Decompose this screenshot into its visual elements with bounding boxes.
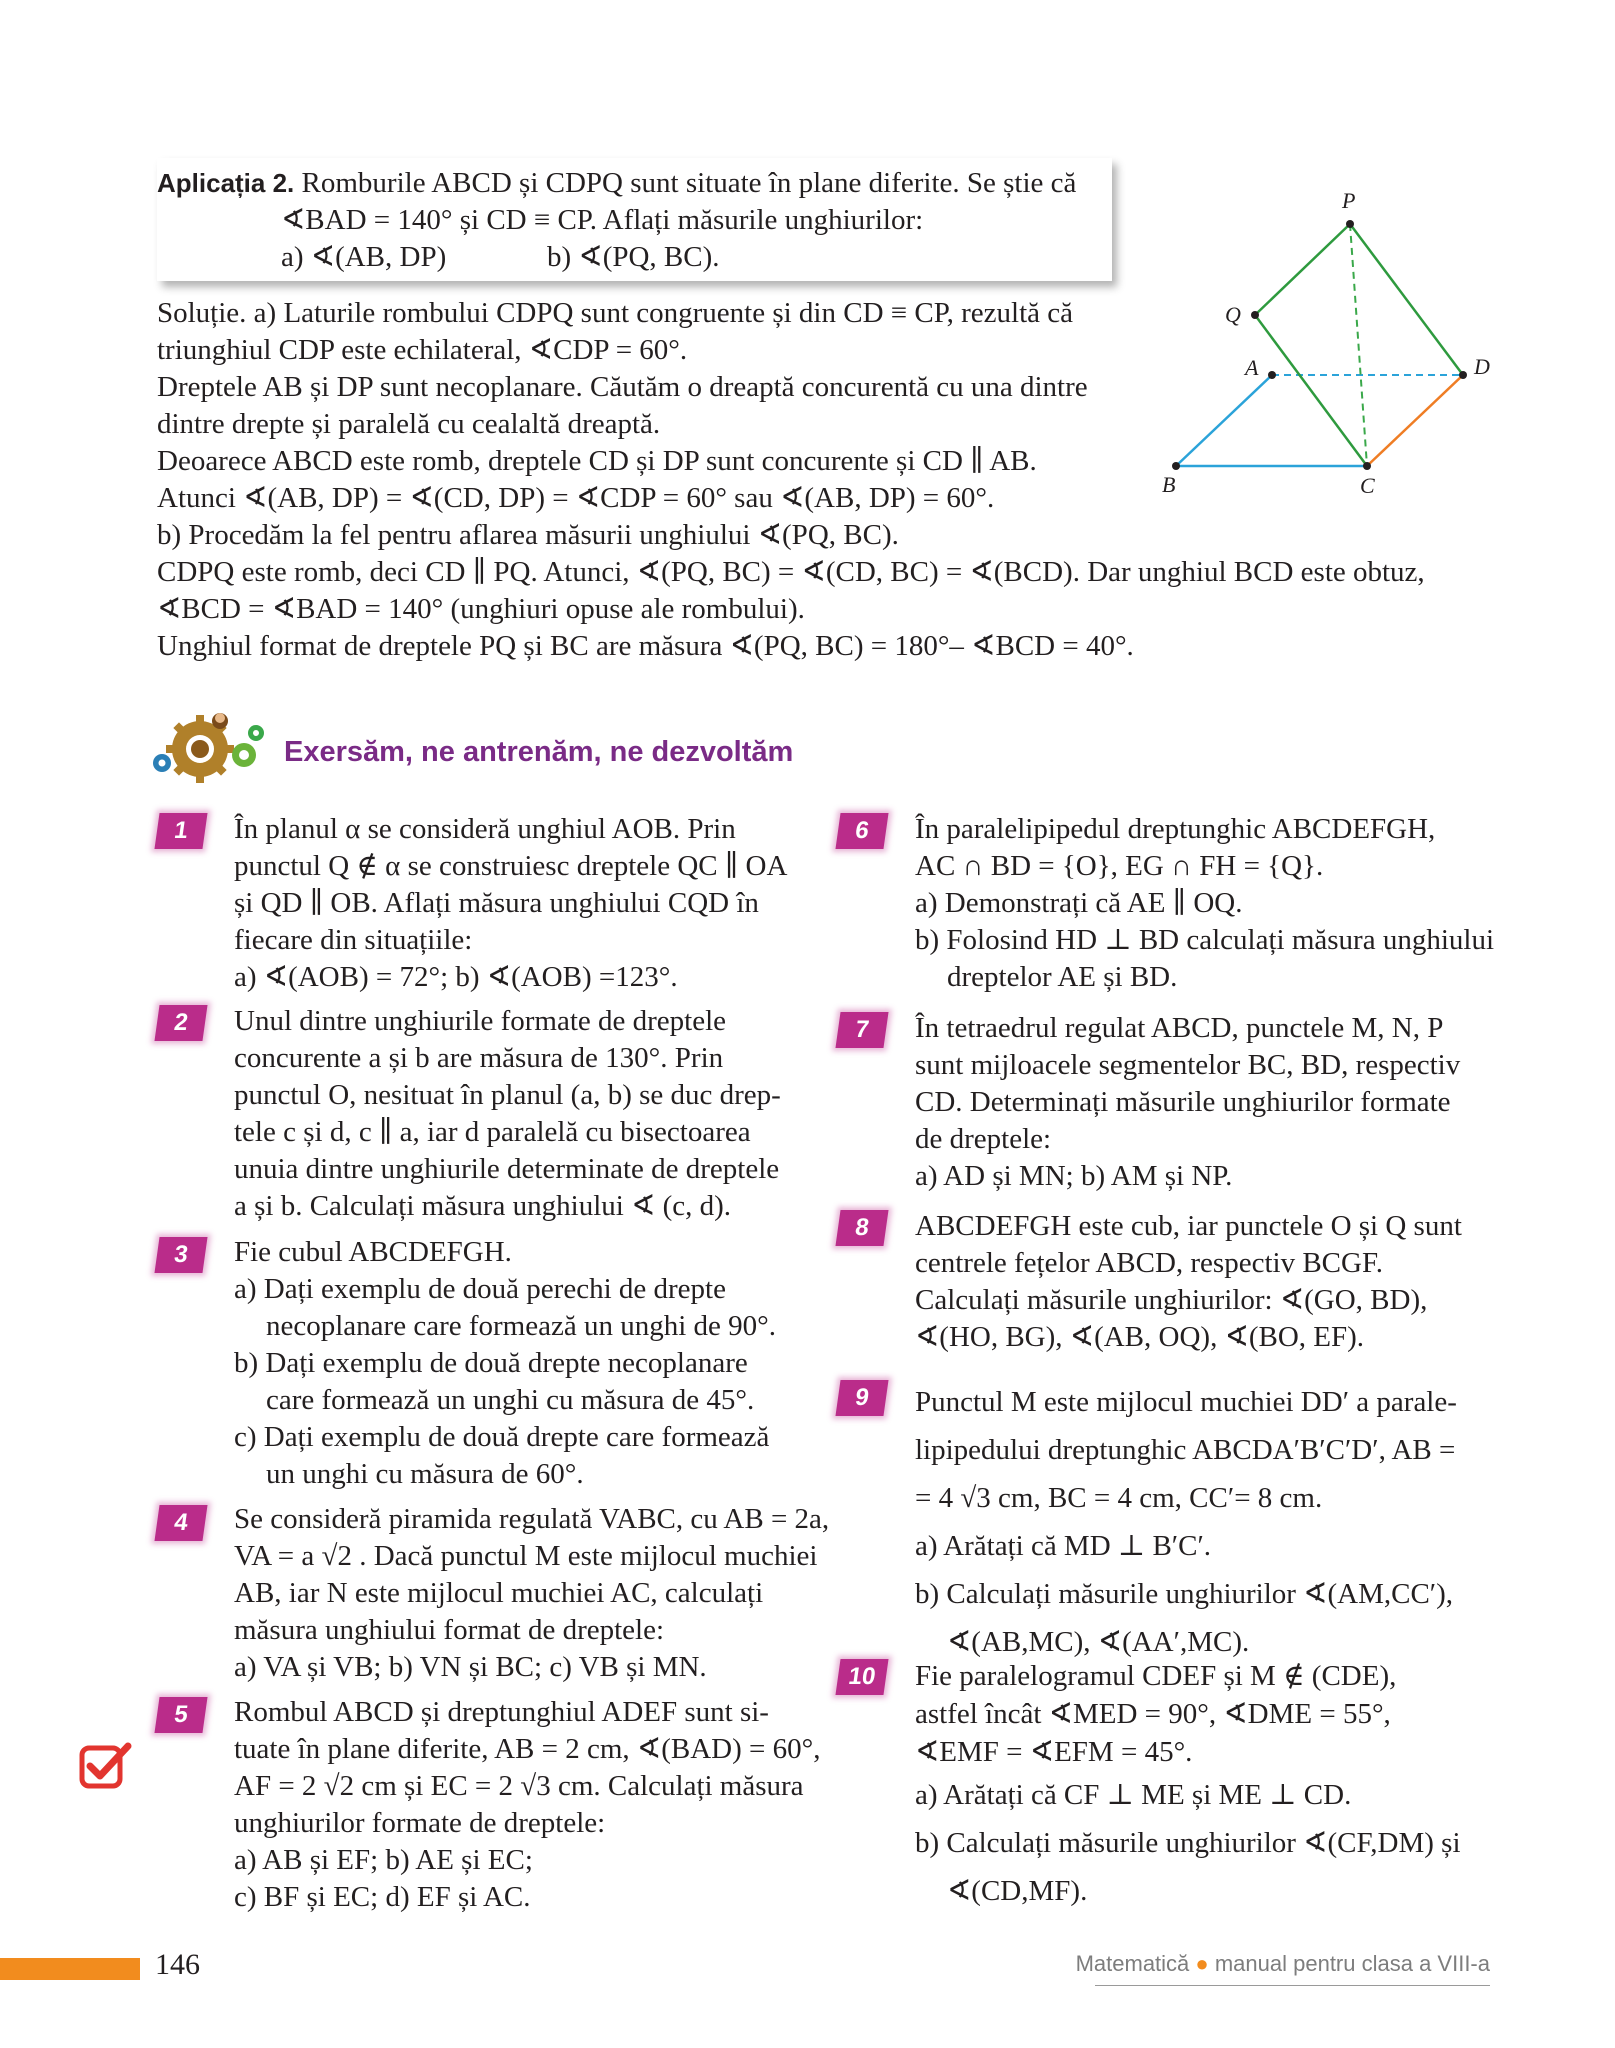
footer-divider — [1095, 1985, 1490, 1986]
exercise-line: măsura unghiului format de dreptele: — [234, 1614, 665, 1646]
exercise-line: ∢(CD,MF). — [947, 1875, 1088, 1907]
exercise-line: a) Dați exemplu de două perechi de drepte — [234, 1273, 726, 1305]
solution-line: Dreptele AB și DP sunt necoplanare. Căutăm o dreaptă concurentă cu una dintre — [157, 371, 1088, 403]
application-label: Aplicația 2. — [157, 168, 295, 198]
exercise-1 — [234, 811, 787, 996]
page-number: 146 — [155, 1948, 200, 1981]
solution-line: triunghiul CDP este echilateral, ∢CDP = 60°. — [157, 334, 688, 366]
book-subtitle: manual pentru clasa a VIII-a — [1214, 1951, 1490, 1976]
exercise-line: a și b. Calculați măsura unghiului ∢ (c, d). — [234, 1190, 732, 1222]
rhombus-figure — [1150, 190, 1510, 510]
exercise-line: a) Demonstrați că AE ∥ OQ. — [915, 887, 1243, 919]
label-A: A — [1245, 355, 1259, 380]
exercise-line: ∢(HO, BG), ∢(AB, OQ), ∢(BO, EF). — [915, 1321, 1365, 1353]
point-Q — [1251, 311, 1259, 319]
exercise-2 — [234, 1003, 781, 1225]
solution-line: b) Procedăm la fel pentru aflarea măsurii unghiului ∢(PQ, BC). — [157, 519, 899, 551]
exercise-badge: 9 — [835, 1380, 888, 1416]
exercise-line: un unghi cu măsura de 60°. — [266, 1458, 584, 1490]
exercise-line: centrele fețelor ABCD, respectiv BCGF. — [915, 1247, 1384, 1279]
book-title: Matematică — [1075, 1951, 1190, 1976]
section-title: Exersăm, ne antrenăm, ne dezvoltăm — [284, 736, 794, 768]
exercise-line: Unul dintre unghiurile formate de dreptele — [234, 1005, 727, 1037]
exercise-line: de dreptele: — [915, 1123, 1052, 1155]
exercise-line: a) Arătați că CF ⊥ ME și ME ⊥ CD. — [915, 1779, 1352, 1811]
bullet-icon: ● — [1195, 1951, 1209, 1976]
exercise-9 — [915, 1378, 1457, 1666]
exercise-line: AC ∩ BD = {O}, EG ∩ FH = {Q}. — [915, 850, 1324, 882]
application-part-a: a) ∢(AB, DP) — [281, 241, 447, 273]
exercise-line: concurente a și b are măsura de 130°. Prin — [234, 1042, 724, 1074]
exercise-badge: 3 — [154, 1237, 207, 1273]
solution-line: Unghiul format de dreptele PQ și BC are măsura ∢(PQ, BC) = 180°– ∢BCD = 40°. — [157, 630, 1134, 662]
exercise-line: Calculați măsurile unghiurilor: ∢(GO, BD), — [915, 1284, 1428, 1316]
exercise-line: AB, iar N este mijlocul muchiei AC, calculați — [234, 1577, 764, 1609]
exercise-badge: 7 — [835, 1012, 888, 1048]
exercise-7 — [915, 1010, 1460, 1195]
exercise-line: unuia dintre unghiurile determinate de dreptele — [234, 1153, 780, 1185]
exercise-line: În paralelipipedul dreptunghic ABCDEFGH, — [915, 813, 1436, 845]
exercise-line: și QD ∥ OB. Aflați măsura unghiului CQD în — [234, 887, 759, 919]
exercise-4 — [234, 1501, 829, 1686]
application-part-b: b) ∢(PQ, BC). — [547, 241, 720, 273]
exercise-line: tuate în plane diferite, AB = 2 cm, ∢(BAD) = 60°, — [234, 1733, 821, 1765]
segment-PD — [1350, 224, 1463, 375]
segment-CQ — [1255, 315, 1367, 466]
label-B: B — [1162, 472, 1176, 497]
point-B — [1172, 462, 1180, 470]
exercise-10 — [915, 1657, 1461, 1915]
exercise-line: = 4 √3 cm, BC = 4 cm, CC′= 8 cm. — [915, 1482, 1323, 1514]
exercise-line: tele c și d, c ∥ a, iar d paralelă cu bisectoarea — [234, 1116, 751, 1148]
exercise-badge: 5 — [154, 1697, 207, 1733]
exercise-line: care formează un unghi cu măsura de 45°. — [266, 1384, 755, 1416]
exercise-line: c) BF și EC; d) EF și AC. — [234, 1881, 531, 1913]
exercise-line: c) Dați exemplu de două drepte care formează — [234, 1421, 770, 1453]
exercise-line: Fie paralelogramul CDEF și M ∉ (CDE), — [915, 1660, 1397, 1692]
exercise-line: Rombul ABCD și dreptunghiul ADEF sunt si- — [234, 1696, 769, 1728]
exercise-badge: 2 — [154, 1005, 207, 1041]
solution-line: CDPQ este romb, deci CD ∥ PQ. Atunci, ∢(PQ, BC) = ∢(CD, BC) = ∢(BCD). Dar unghiul BCD este obtuz, — [157, 556, 1425, 588]
exercise-line: necoplanare care formează un unghi de 90°. — [266, 1310, 776, 1342]
footer-book-title — [1076, 1951, 1490, 1977]
exercise-line: a) Arătați că MD ⊥ B′C′. — [915, 1530, 1212, 1562]
exercise-line: a) ∢(AOB) = 72°; b) ∢(AOB) =123°. — [234, 961, 678, 993]
exercise-line: b) Folosind HD ⊥ BD calculați măsura unghiului — [915, 924, 1495, 956]
segment-CD — [1367, 375, 1463, 466]
checkmark-icon — [78, 1740, 134, 1792]
exercise-line: AF = 2 √2 cm și EC = 2 √3 cm. Calculați măsura — [234, 1770, 804, 1802]
exercise-line: a) VA și VB; b) VN și BC; c) VB și MN. — [234, 1651, 707, 1683]
exercise-line: Fie cubul ABCDEFGH. — [234, 1236, 512, 1268]
point-P — [1346, 220, 1354, 228]
exercise-line: ∢(AB,MC), ∢(AA′,MC). — [947, 1626, 1250, 1658]
solution-line: Atunci ∢(AB, DP) = ∢(CD, DP) = ∢CDP = 60° sau ∢(AB, DP) = 60°. — [157, 482, 995, 514]
exercise-line: unghiurilor formate de dreptele: — [234, 1807, 606, 1839]
exercise-line: Se consideră piramida regulată VABC, cu AB = 2a, — [234, 1503, 830, 1535]
exercise-badge: 8 — [835, 1210, 888, 1246]
footer-bar — [0, 1958, 140, 1980]
exercise-line: În tetraedrul regulat ABCD, punctele M, N, P — [915, 1012, 1444, 1044]
exercise-line: CD. Determinați măsurile unghiurilor formate — [915, 1086, 1451, 1118]
gears-icon — [148, 705, 270, 791]
exercise-line: sunt mijloacele segmentelor BC, BD, respectiv — [915, 1049, 1461, 1081]
exercise-badge: 1 — [154, 813, 207, 849]
exercise-badge: 10 — [835, 1659, 888, 1695]
exercise-line: b) Calculați măsurile unghiurilor ∢(AM,CC′), — [915, 1578, 1454, 1610]
label-D: D — [1474, 354, 1490, 379]
exercise-line: dreptelor AE și BD. — [947, 961, 1178, 993]
exercise-line: astfel încât ∢MED = 90°, ∢DME = 55°, — [915, 1698, 1391, 1730]
point-A — [1268, 371, 1276, 379]
exercise-line: a) AB și EF; b) AE și EC; — [234, 1844, 533, 1876]
exercise-6 — [915, 811, 1494, 996]
exercise-3 — [234, 1234, 776, 1493]
solution-line: ∢BCD = ∢BAD = 140° (unghiuri opuse ale rombului). — [157, 593, 805, 625]
exercise-badge: 6 — [835, 813, 888, 849]
segment-PC — [1350, 224, 1367, 466]
exercise-line: ∢EMF = ∢EFM = 45°. — [915, 1736, 1193, 1768]
exercise-line: Punctul M este mijlocul muchiei DD′ a parale- — [915, 1386, 1457, 1418]
point-D — [1459, 371, 1467, 379]
segment-QP — [1255, 224, 1350, 315]
exercise-line: fiecare din situațiile: — [234, 924, 473, 956]
exercise-line: În planul α se consideră unghiul AOB. Prin — [234, 813, 736, 845]
exercise-line: a) AD și MN; b) AM și NP. — [915, 1160, 1233, 1192]
application-line-1: Romburile ABCD și CDPQ sunt situate în plane diferite. Se știe că — [301, 167, 1077, 199]
label-Q: Q — [1225, 302, 1241, 327]
exercise-line: b) Dați exemplu de două drepte necoplanare — [234, 1347, 748, 1379]
solution-line: dintre drepte și paralelă cu cealaltă dreaptă. — [157, 408, 661, 440]
exercise-8 — [915, 1208, 1462, 1356]
solution-line: Soluție. a) Laturile rombului CDPQ sunt congruente și din CD ≡ CP, rezultă că — [157, 297, 1074, 329]
exercise-line: punctul Q ∉ α se construiesc dreptele QC ∥ OA — [234, 850, 788, 882]
solution-line: Deoarece ABCD este romb, dreptele CD și DP sunt concurente și CD ∥ AB. — [157, 445, 1037, 477]
exercise-line: lipipedului dreptunghic ABCDA′B′C′D′, AB = — [915, 1434, 1456, 1466]
exercise-line: ABCDEFGH este cub, iar punctele O și Q sunt — [915, 1210, 1462, 1242]
application-statement — [157, 165, 1076, 276]
exercise-line: b) Calculați măsurile unghiurilor ∢(CF,DM) și — [915, 1827, 1461, 1859]
label-C: C — [1360, 473, 1375, 498]
segment-AB — [1176, 375, 1272, 466]
exercise-line: punctul O, nesituat în planul (a, b) se duc drep- — [234, 1079, 781, 1111]
point-C — [1363, 462, 1371, 470]
application-line-2: ∢BAD = 140° și CD ≡ CP. Aflați măsurile unghiurilor: — [281, 204, 924, 236]
exercise-line: VA = a √2 . Dacă punctul M este mijlocul muchiei — [234, 1540, 818, 1572]
exercise-badge: 4 — [154, 1505, 207, 1541]
exercise-5 — [234, 1694, 820, 1916]
label-P: P — [1342, 190, 1356, 213]
